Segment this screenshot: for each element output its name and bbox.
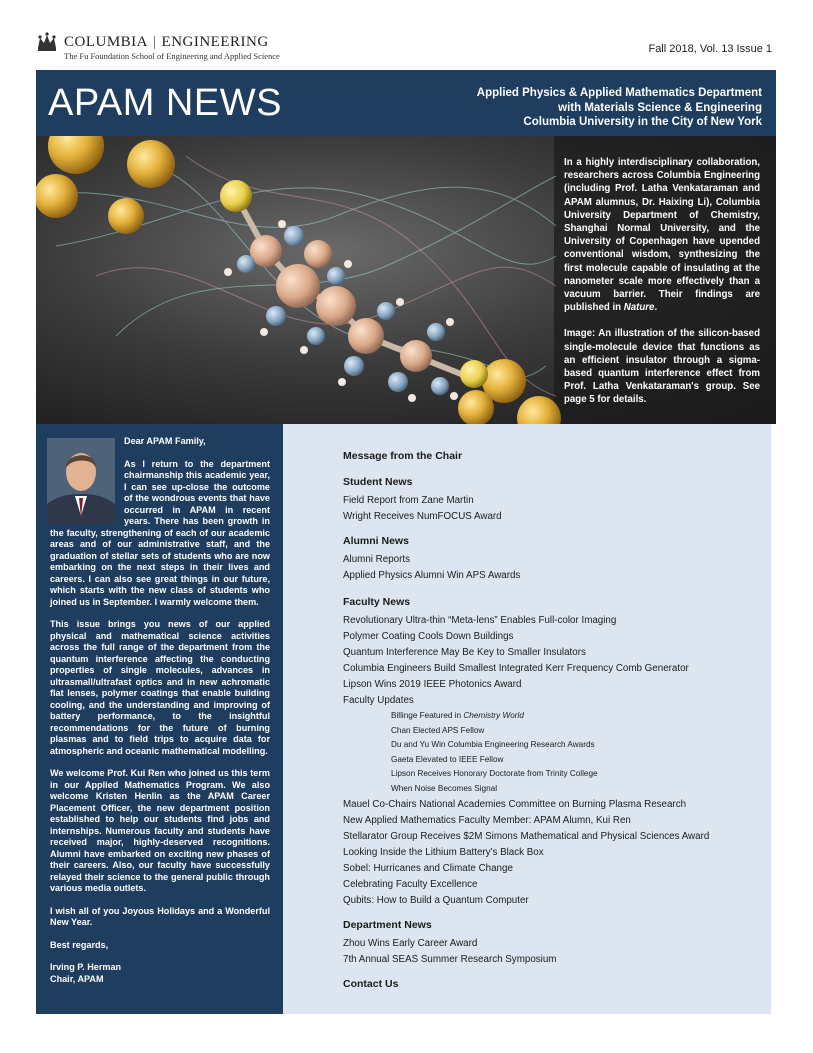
department-name xyxy=(477,86,762,130)
letter-paragraph-4: I wish all of you Joyous Holidays and a Wonderful New Year. xyxy=(50,905,270,927)
toc-heading-faculty-news[interactable]: Faculty News xyxy=(343,596,411,608)
toc-item[interactable]: Alumni Reports xyxy=(343,554,410,565)
toc-item[interactable]: Mauel Co-Chairs National Academies Committee on Burning Plasma Research xyxy=(343,798,687,810)
chair-letter-body xyxy=(50,436,270,985)
columbia-engineering-logo[interactable] xyxy=(36,32,269,52)
toc-item[interactable]: 7th Annual SEAS Summer Research Symposium xyxy=(343,953,557,965)
toc-alumni-news xyxy=(343,535,763,584)
chair-letter xyxy=(36,424,283,1014)
department-line-3: Columbia University in the City of New York xyxy=(523,116,762,128)
toc-item[interactable]: Stellarator Group Receives $2M Simons Mathematical and Physical Sciences Award xyxy=(343,830,710,842)
toc-heading-student-news[interactable]: Student News xyxy=(343,476,413,488)
chair-name: Irving P. Herman xyxy=(50,962,122,972)
crown-icon xyxy=(36,32,58,52)
letter-greeting: Dear APAM Family, xyxy=(124,436,206,446)
table-of-contents xyxy=(283,424,771,1014)
title-banner xyxy=(36,70,776,136)
toc-item[interactable]: Qubits: How to Build a Quantum Computer xyxy=(343,894,529,906)
letter-paragraph-3: We welcome Prof. Kui Ren who joined us this term in our Applied Mathematics Program. We also welcome Kristen Henlin as the APAM Career Placement Officer, the new department position established to help our students find jobs and internships. Numerous faculty and students have received major, highly-deserved recognitions. Alumni have embarked on exciting new phases of their careers. Also, our faculty have successfully relayed their science to the general public through various media outlets. xyxy=(50,768,270,893)
toc-item[interactable]: Sobel: Hurricanes and Climate Change xyxy=(343,862,513,874)
toc-department-news xyxy=(343,919,763,968)
toc-subitem-italic: Chemistry World xyxy=(463,711,524,720)
toc-subitem[interactable]: Du and Yu Win Columbia Engineering Research Awards xyxy=(391,740,595,750)
hero-section xyxy=(36,136,776,424)
toc-contact-us[interactable]: Contact Us xyxy=(343,977,399,990)
toc-item[interactable]: Revolutionary Ultra-thin “Meta-lens” Enables Full-color Imaging xyxy=(343,615,617,626)
hero-caption-main xyxy=(564,156,760,314)
logo-subtitle: The Fu Foundation School of Engineering and Applied Science xyxy=(64,51,280,61)
department-line-2: with Materials Science & Engineering xyxy=(558,101,762,114)
letter-paragraph-2: This issue brings you news of our applied physical and mathematical science activities across the full range of the department from the quantum interference affecting the conducting properties of single molecules, advances in ultrasmall/ultrafast optics and in new achromatic flat lenses, polymer coatings that enable building cooling, and the understanding and improving of battery performance, to the insightful recommendations for the future of burning plasmas and to field trips to acquire data for atmospheric and oceanic mathematical modelling. xyxy=(50,619,270,756)
logo-engineering: ENGINEERING xyxy=(161,33,269,50)
hero-image-caption: Image: An illustration of the silicon-based single-molecule device that functions as an efficient insulator through a sigma-based quantum interference effect from Prof. Latha Venkataraman's group. See page 5 for details. xyxy=(564,328,760,406)
toc-item[interactable]: Field Report from Zane Martin xyxy=(343,495,474,506)
department-line-1: Applied Physics & Applied Mathematics Department xyxy=(476,87,762,99)
toc-faculty-news xyxy=(343,596,763,909)
toc-heading-department-news[interactable]: Department News xyxy=(343,918,432,931)
issue-label: Fall 2018, Vol. 13 Issue 1 xyxy=(648,43,772,55)
toc-subitem[interactable]: Gaeta Elevated to IEEE Fellow xyxy=(391,754,504,764)
hero-caption-text: In a highly interdisciplinary collaboration, researchers across Columbia Engineering (including Prof. Latha Venkataraman and APAM alumnus, Dr. Haixing Li), Columbia University Department of Chemistry, Shanghai Normal University, and the University of Copenhagen have upended conventional wisdom, synthesizing the first molecule capable of insulating at the nanometer scale more effectively than a vacuum barrier. Their findings are published in xyxy=(564,157,760,314)
toc-item[interactable]: Applied Physics Alumni Win APS Awards xyxy=(343,570,521,581)
toc-subitem[interactable]: When Noise Becomes Signal xyxy=(391,783,498,793)
chair-title: Chair, APAM xyxy=(50,973,104,984)
journal-name: Nature xyxy=(623,302,655,314)
logo-divider: | xyxy=(153,33,157,50)
toc-item[interactable]: Columbia Engineers Build Smallest Integrated Kerr Frequency Comb Generator xyxy=(343,663,689,674)
toc-item[interactable]: Polymer Coating Cools Down Buildings xyxy=(343,631,514,642)
toc-heading-alumni-news[interactable]: Alumni News xyxy=(343,535,409,547)
toc-item[interactable]: Faculty Updates xyxy=(343,695,414,706)
letter-signature xyxy=(50,962,270,985)
toc-subitem[interactable]: Lipson Receives Honorary Doctorate from Trinity College xyxy=(391,769,598,779)
toc-item[interactable]: Quantum Interference May Be Key to Smaller Insulators xyxy=(343,647,586,658)
toc-item[interactable]: Zhou Wins Early Career Award xyxy=(343,937,478,949)
hero-caption-end: . xyxy=(654,302,658,314)
toc-student-news xyxy=(343,476,763,525)
letter-paragraph-1: As I return to the department chairmanship this academic year, I can see up-close the outcome of the wondrous events that have occurred in APAM in recent years. There has been growth in the faculty, strengthening of each of our academic areas and of our administrative staff, and the graduation of stellar sets of students who are now embarking on the next steps in their lives and careers. I can also see great things in our future, which starts with the new class of students who joined us in September. I warmly welcome them. xyxy=(50,458,270,607)
toc-item[interactable]: New Applied Mathematics Faculty Member: APAM Alumn, Kui Ren xyxy=(343,814,631,826)
toc-item[interactable]: Lipson Wins 2019 IEEE Photonics Award xyxy=(343,679,522,690)
toc-subitem[interactable] xyxy=(343,709,763,724)
toc-message-from-chair[interactable]: Message from the Chair xyxy=(343,450,463,462)
hero-caption xyxy=(564,156,760,407)
toc-item[interactable]: Looking Inside the Lithium Battery's Black Box xyxy=(343,846,544,858)
masthead xyxy=(36,32,776,66)
toc-item[interactable]: Celebrating Faculty Excellence xyxy=(343,878,478,890)
toc-subitem-text: Billinge Featured in xyxy=(391,711,464,720)
letter-closing: Best regards, xyxy=(50,939,109,950)
logo-columbia: COLUMBIA xyxy=(64,33,149,50)
newsletter-title: APAM NEWS xyxy=(48,82,282,124)
toc-subitem[interactable]: Chan Elected APS Fellow xyxy=(391,725,485,735)
toc-item[interactable]: Wright Receives NumFOCUS Award xyxy=(343,511,502,522)
